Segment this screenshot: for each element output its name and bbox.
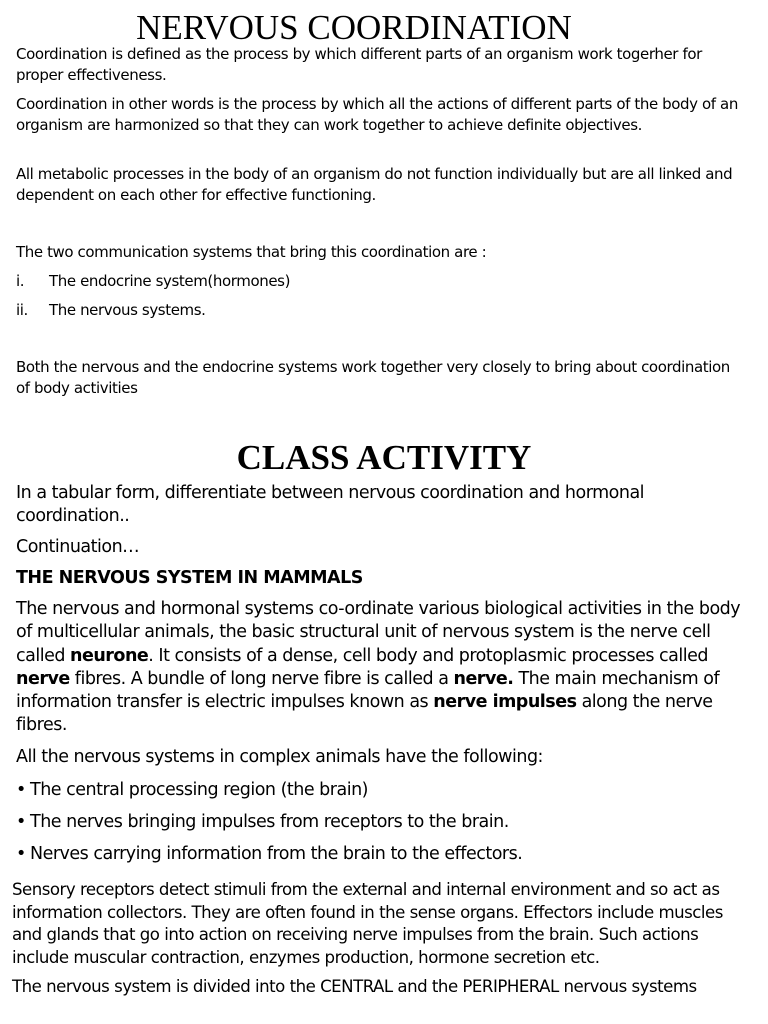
bullet-icon: •	[16, 780, 26, 800]
section-heading: CLASS ACTIVITY	[236, 438, 532, 477]
term-neurone: neurone	[70, 645, 149, 666]
bullet-text: Nerves carrying information from the brain to the effectors.	[30, 844, 523, 864]
intro-paragraph-3: All metabolic processes in the body of an organism do not function individually but are all linked and dependent on each other for effective functioning.	[16, 165, 733, 204]
body-text: along the nerve fibres.	[16, 692, 713, 736]
bullet-item	[16, 811, 756, 834]
bullet-item	[16, 843, 756, 866]
continuation-label: Continuation…	[16, 537, 140, 557]
bullet-icon: •	[16, 844, 26, 864]
body-text: fibres. A bundle of long nerve fibre is called a	[69, 668, 454, 689]
term-nerve-impulses: nerve impulses	[433, 692, 577, 713]
closing-paragraph-1: Sensory receptors detect stimuli from the external and internal environment and so act as information collectors. They are often found in the sense organs. Effectors include muscles and glands that go into action on receiving nerve impulses from the brain. Such actions include muscular contraction, enzymes production, hormone secretion etc.	[12, 880, 723, 967]
intro-paragraph-4: Both the nervous and the endocrine systems work together very closely to bring about coordination of body activities	[16, 358, 730, 397]
term-nerve-definition: nerve.	[453, 668, 514, 689]
bullet-text: The nerves bringing impulses from receptors to the brain.	[30, 812, 509, 832]
activity-task: In a tabular form, differentiate between nervous coordination and hormonal coordination..	[16, 483, 645, 527]
list-intro: All the nervous systems in complex animals have the following:	[16, 747, 543, 767]
intro-paragraph-2: Coordination in other words is the process by which all the actions of different parts of the body of an organism are harmonized so that they can work together to achieve definite objectives.	[16, 95, 738, 134]
list-item-number: ii.	[16, 301, 28, 319]
list-item-text: The endocrine system(hormones)	[49, 272, 291, 290]
page-title: NERVOUS COORDINATION	[136, 8, 572, 47]
intro-paragraph-1: Coordination is defined as the process by which different parts of an organism work togerher for proper effectiveness.	[16, 45, 702, 84]
body-text: The main mechanism of information transfer is electric impulses known as	[16, 668, 720, 713]
bullet-item	[16, 779, 756, 802]
list-item-text: The nervous systems.	[49, 301, 206, 319]
body-paragraph	[16, 598, 746, 738]
list-item-number: i.	[16, 272, 25, 290]
body-text: The nervous and hormonal systems co-ordinate various biological activities in the body of multicellular animals, the basic structural unit of nervous system is the nerve cell called	[16, 599, 741, 666]
bullet-icon: •	[16, 812, 26, 832]
body-text: . It consists of a dense, cell body and protoplasmic processes called	[148, 645, 709, 666]
closing-paragraph-2: The nervous system is divided into the CENTRAL and the PERIPHERAL nervous systems	[12, 977, 697, 996]
term-nerve: nerve	[16, 668, 70, 689]
subheading: THE NERVOUS SYSTEM IN MAMMALS	[16, 568, 363, 588]
systems-intro: The two communication systems that bring this coordination are :	[16, 243, 487, 261]
bullet-text: The central processing region (the brain)	[30, 780, 368, 800]
